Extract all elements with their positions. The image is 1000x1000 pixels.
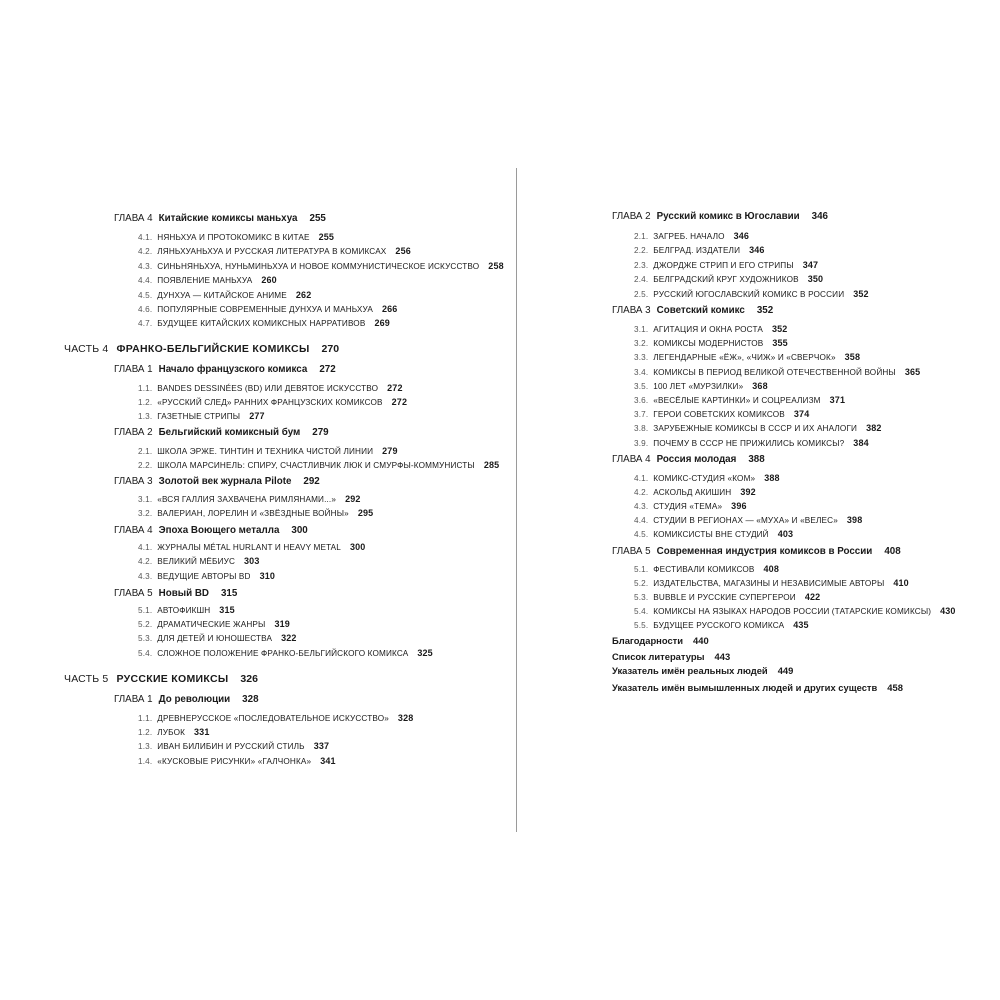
chapter-label: ГЛАВА 5 [612, 546, 651, 557]
section-number: 5.4. [138, 649, 153, 658]
chapter-title: До революции [158, 694, 231, 705]
toc-section-entry[interactable] [138, 554, 260, 569]
section-title: ВАЛЕРИАН, ЛОРЕЛИН И «ЗВЁЗДНЫЕ ВОЙНЫ» [157, 509, 349, 518]
toc-chapter-entry[interactable] [114, 693, 259, 707]
toc-section-entry[interactable] [634, 471, 780, 486]
toc-back-entry[interactable] [612, 681, 903, 695]
toc-section-entry[interactable] [634, 562, 779, 577]
page-number: 325 [417, 648, 433, 658]
chapter-label: ГЛАВА 3 [612, 305, 651, 316]
section-number: 3.9. [634, 439, 649, 448]
section-number: 3.1. [138, 495, 153, 504]
section-title: СЛОЖНОЕ ПОЛОЖЕНИЕ ФРАНКО-БЕЛЬГИЙСКОГО КОМИКСА [157, 649, 409, 658]
section-title: КОМИКС-СТУДИЯ «КОМ» [653, 474, 756, 483]
toc-section-entry[interactable] [634, 604, 956, 619]
page-number: 279 [382, 446, 398, 456]
section-number: 2.5. [634, 290, 649, 299]
section-title: ГАЗЕТНЫЕ СТРИПЫ [157, 412, 241, 421]
chapter-title: Начало французского комикса [158, 364, 308, 375]
chapter-title: Советский комикс [656, 305, 745, 316]
page-number: 256 [395, 246, 411, 256]
section-number: 4.2. [138, 247, 153, 256]
section-title: ГЕРОИ СОВЕТСКИХ КОМИКСОВ [653, 410, 785, 419]
toc-section-entry[interactable] [138, 458, 499, 473]
part-title: ФРАНКО-БЕЛЬГИЙСКИЕ КОМИКСЫ [116, 343, 310, 355]
toc-section-entry[interactable] [634, 258, 818, 273]
page-number: 435 [793, 620, 809, 630]
toc-section-entry[interactable] [634, 407, 809, 422]
section-title: ПОЯВЛЕНИЕ МАНЬХУА [157, 276, 253, 285]
section-title: ИВАН БИЛИБИН И РУССКИЙ СТИЛЬ [157, 742, 305, 751]
page-number: 269 [374, 318, 390, 328]
toc-section-entry[interactable] [634, 576, 909, 591]
page-number: 352 [771, 324, 788, 334]
toc-section-entry[interactable] [634, 499, 747, 514]
section-number: 3.2. [634, 339, 649, 348]
toc-section-entry[interactable] [138, 540, 365, 555]
page-number: 255 [318, 232, 335, 242]
page-number: 315 [219, 605, 235, 615]
section-number: 5.1. [634, 565, 649, 574]
section-title: СТУДИИ В РЕГИОНАХ — «МУХА» И «ВЕЛЕС» [653, 516, 838, 525]
toc-section-entry[interactable] [138, 409, 265, 424]
section-number: 3.4. [634, 368, 649, 377]
page-number: 430 [940, 606, 956, 616]
page-number: 410 [893, 578, 909, 588]
toc-section-entry[interactable] [138, 646, 433, 661]
page-number: 408 [763, 564, 779, 574]
page-number: 319 [274, 619, 290, 629]
section-title: РУССКИЙ ЮГОСЛАВСКИЙ КОМИКС В РОССИИ [653, 290, 845, 299]
chapter-label: ГЛАВА 2 [612, 211, 651, 222]
back-matter-title: Благодарности [612, 635, 684, 646]
toc-section-entry[interactable] [138, 725, 209, 740]
page-number: 368 [752, 381, 768, 391]
section-number: 3.7. [634, 410, 649, 419]
toc-section-entry[interactable] [634, 618, 809, 633]
page-number: 277 [249, 411, 265, 421]
toc-section-entry[interactable] [138, 711, 413, 726]
page-number: 384 [853, 438, 869, 448]
toc-section-entry[interactable] [634, 322, 787, 337]
chapter-label: ГЛАВА 5 [114, 588, 153, 599]
section-title: «ВЕСЁЛЫЕ КАРТИНКИ» И СОЦРЕАЛИЗМ [653, 396, 821, 405]
page-number: 310 [259, 571, 276, 581]
toc-section-entry[interactable] [138, 395, 407, 410]
page-number: 272 [391, 397, 408, 407]
page-number: 300 [291, 525, 308, 536]
back-matter-title: Список литературы [612, 651, 705, 662]
page-number: 388 [748, 454, 765, 465]
chapter-label: ГЛАВА 2 [114, 427, 153, 438]
section-number: 4.3. [138, 262, 153, 271]
section-title: КОМИКСЫ НА ЯЗЫКАХ НАРОДОВ РОССИИ (ТАТАРСКИЕ КОМИКСЫ) [653, 607, 932, 616]
section-title: BUBBLE И РУССКИЕ СУПЕРГЕРОИ [653, 593, 796, 602]
section-number: 1.1. [138, 714, 153, 723]
page-number: 258 [488, 261, 504, 271]
page-number: 458 [887, 682, 903, 693]
part-label: ЧАСТЬ 5 [64, 673, 109, 685]
page-number: 326 [240, 673, 258, 685]
page-number: 358 [844, 352, 861, 362]
toc-part-entry[interactable] [64, 672, 258, 686]
section-number: 2.2. [634, 246, 649, 255]
toc-chapter-entry[interactable] [612, 545, 901, 559]
section-number: 4.6. [138, 305, 153, 314]
section-title: ЛЕГЕНДАРНЫЕ «ЁЖ», «ЧИЖ» И «СВЕРЧОК» [653, 353, 836, 362]
toc-section-entry[interactable] [138, 316, 390, 331]
chapter-label: ГЛАВА 4 [612, 454, 651, 465]
section-number: 5.1. [138, 606, 153, 615]
section-title: БЕЛГРАД. ИЗДАТЕЛИ [653, 246, 741, 255]
section-title: ЛЯНЬХУАНЬХУА И РУССКАЯ ЛИТЕРАТУРА В КОМИКСАХ [157, 247, 387, 256]
section-title: СИНЬНЯНЬХУА, НУНЬМИНЬХУА И НОВОЕ КОММУНИСТИЧЕСКОЕ ИСКУССТВО [157, 262, 480, 271]
section-title: ДУНХУА — КИТАЙСКОЕ АНИМЕ [157, 291, 287, 300]
section-number: 4.7. [138, 319, 153, 328]
page-number: 352 [853, 289, 869, 299]
section-number: 4.5. [634, 530, 649, 539]
page-number: 398 [846, 515, 863, 525]
section-number: 2.3. [634, 261, 649, 270]
toc-section-entry[interactable] [634, 243, 765, 258]
toc-section-entry[interactable] [138, 381, 403, 396]
chapter-label: ГЛАВА 4 [114, 213, 153, 224]
page-number: 408 [884, 546, 901, 557]
toc-section-entry[interactable] [138, 603, 235, 618]
toc-section-entry[interactable] [634, 393, 845, 408]
section-title: ПОПУЛЯРНЫЕ СОВРЕМЕННЫЕ ДУНХУА И МАНЬХУА [157, 305, 373, 314]
section-title: ПОЧЕМУ В СССР НЕ ПРИЖИЛИСЬ КОМИКСЫ? [653, 439, 845, 448]
toc-section-entry[interactable] [138, 569, 275, 584]
section-number: 4.2. [138, 557, 153, 566]
toc-section-entry[interactable] [138, 244, 411, 259]
toc-chapter-entry[interactable] [114, 587, 237, 601]
page-number: 382 [866, 423, 882, 433]
section-number: 5.5. [634, 621, 649, 630]
toc-section-entry[interactable] [634, 527, 793, 542]
toc-section-entry[interactable] [634, 336, 788, 351]
toc-section-entry[interactable] [634, 436, 869, 451]
chapter-label: ГЛАВА 4 [114, 525, 153, 536]
section-number: 3.6. [634, 396, 649, 405]
section-title: ДРАМАТИЧЕСКИЕ ЖАНРЫ [157, 620, 266, 629]
page-number: 262 [295, 290, 312, 300]
section-number: 2.2. [138, 461, 153, 470]
toc-section-entry[interactable] [634, 379, 768, 394]
section-number: 2.1. [138, 447, 153, 456]
section-title: ЛУБОК [157, 728, 186, 737]
page-number: 449 [777, 665, 794, 676]
toc-section-entry[interactable] [138, 302, 397, 317]
page-number: 272 [387, 383, 403, 393]
section-number: 1.3. [138, 742, 153, 751]
section-number: 1.3. [138, 412, 153, 421]
section-title: «ВСЯ ГАЛЛИЯ ЗАХВАЧЕНА РИМЛЯНАМИ...» [157, 495, 337, 504]
page-number: 292 [303, 476, 320, 487]
toc-section-entry[interactable] [138, 739, 329, 754]
section-number: 3.5. [634, 382, 649, 391]
toc-chapter-entry[interactable] [114, 363, 336, 377]
section-title: «КУСКОВЫЕ РИСУНКИ» «ГАЛЧОНКА» [157, 757, 312, 766]
section-title: ЖУРНАЛЫ MÉTAL HURLANT И HEAVY METAL [157, 543, 341, 552]
section-number: 5.3. [138, 634, 153, 643]
page-number: 352 [756, 305, 774, 316]
section-title: КОМИКСЫ МОДЕРНИСТОВ [653, 339, 764, 348]
toc-section-entry[interactable] [138, 754, 336, 769]
section-title: ВЕДУЩИЕ АВТОРЫ BD [157, 572, 251, 581]
section-number: 5.2. [634, 579, 649, 588]
page-number: 255 [309, 213, 326, 224]
toc-section-entry[interactable] [138, 259, 504, 274]
section-title: ШКОЛА ЭРЖЕ. ТИНТИН И ТЕХНИКА ЧИСТОЙ ЛИНИИ [157, 447, 374, 456]
section-title: ДЖОРДЖЕ СТРИП И ЕГО СТРИПЫ [653, 261, 794, 270]
section-title: ФЕСТИВАЛИ КОМИКСОВ [653, 565, 755, 574]
section-number: 2.1. [634, 232, 649, 241]
page-number: 347 [802, 260, 819, 270]
page-number: 350 [807, 274, 824, 284]
toc-section-entry[interactable] [634, 272, 823, 287]
toc-section-entry[interactable] [138, 506, 373, 521]
page-gutter-divider [516, 168, 517, 832]
section-number: 4.3. [634, 502, 649, 511]
page-number: 315 [220, 588, 238, 599]
toc-section-entry[interactable] [634, 421, 882, 436]
section-number: 1.2. [138, 398, 153, 407]
section-number: 1.1. [138, 384, 153, 393]
page-number: 328 [397, 713, 414, 723]
page-number: 341 [320, 756, 336, 766]
section-title: 100 ЛЕТ «МУРЗИЛКИ» [653, 382, 744, 391]
page-number: 322 [281, 633, 297, 643]
section-number: 4.4. [138, 276, 153, 285]
part-title: РУССКИЕ КОМИКСЫ [116, 673, 229, 685]
page-number: 443 [714, 651, 731, 662]
toc-chapter-entry[interactable] [612, 210, 828, 224]
chapter-label: ГЛАВА 1 [114, 694, 153, 705]
section-title: НЯНЬХУА И ПРОТОКОМИКС В КИТАЕ [157, 233, 310, 242]
toc-section-entry[interactable] [634, 485, 756, 500]
page-number: 346 [811, 211, 828, 222]
section-number: 3.3. [634, 353, 649, 362]
toc-chapter-entry[interactable] [114, 426, 329, 440]
toc-section-entry[interactable] [138, 273, 277, 288]
toc-back-entry[interactable] [612, 664, 793, 678]
page-number: 337 [313, 741, 330, 751]
toc-back-entry[interactable] [612, 650, 730, 664]
chapter-title: Современная индустрия комиксов в России [656, 546, 873, 557]
page-number: 270 [321, 343, 340, 355]
chapter-label: ГЛАВА 1 [114, 364, 153, 375]
section-number: 4.2. [634, 488, 649, 497]
section-title: «РУССКИЙ СЛЕД» РАННИХ ФРАНЦУЗСКИХ КОМИКСОВ [157, 398, 383, 407]
section-title: ВЕЛИКИЙ МЁБИУС [157, 557, 236, 566]
chapter-title: Русский комикс в Югославии [656, 211, 800, 222]
section-title: КОМИКСЫ В ПЕРИОД ВЕЛИКОЙ ОТЕЧЕСТВЕННОЙ ВОЙНЫ [653, 368, 896, 377]
section-title: БУДУЩЕЕ РУССКОГО КОМИКСА [653, 621, 785, 630]
toc-section-entry[interactable] [634, 590, 820, 605]
toc-chapter-entry[interactable] [612, 453, 765, 467]
toc-section-entry[interactable] [138, 444, 398, 459]
page-number: 300 [349, 542, 366, 552]
page-number: 279 [312, 427, 329, 438]
toc-chapter-entry[interactable] [612, 304, 773, 318]
section-number: 1.2. [138, 728, 153, 737]
section-title: БУДУЩЕЕ КИТАЙСКИХ КОМИКСНЫХ НАРРАТИВОВ [157, 319, 366, 328]
section-number: 5.3. [634, 593, 649, 602]
section-title: КОМИКСИСТЫ ВНЕ СТУДИЙ [653, 530, 769, 539]
section-number: 4.4. [634, 516, 649, 525]
toc-section-entry[interactable] [634, 350, 860, 365]
page-number: 303 [244, 556, 260, 566]
toc-section-entry[interactable] [138, 631, 297, 646]
section-number: 4.5. [138, 291, 153, 300]
chapter-title: Эпоха Воющего металла [158, 525, 280, 536]
toc-section-entry[interactable] [634, 287, 869, 302]
section-title: АВТОФИКШН [157, 606, 211, 615]
section-number: 4.1. [634, 474, 649, 483]
chapter-title: Бельгийский комиксный бум [158, 427, 301, 438]
section-number: 1.4. [138, 757, 153, 766]
section-number: 5.4. [634, 607, 649, 616]
page-number: 396 [731, 501, 747, 511]
page-number: 285 [483, 460, 500, 470]
toc-chapter-entry[interactable] [114, 475, 320, 489]
right-page [520, 0, 1000, 1000]
section-title: ИЗДАТЕЛЬСТВА, МАГАЗИНЫ И НЕЗАВИСИМЫЕ АВТОРЫ [653, 579, 885, 588]
section-title: БЕЛГРАДСКИЙ КРУГ ХУДОЖНИКОВ [653, 275, 799, 284]
chapter-label: ГЛАВА 3 [114, 476, 153, 487]
page-number: 346 [733, 231, 750, 241]
section-title: АГИТАЦИЯ И ОКНА РОСТА [653, 325, 763, 334]
section-title: ЗАРУБЕЖНЫЕ КОМИКСЫ В СССР И ИХ АНАЛОГИ [653, 424, 858, 433]
page-number: 272 [319, 364, 336, 375]
section-number: 4.1. [138, 543, 153, 552]
page-number: 388 [764, 473, 780, 483]
back-matter-title: Указатель имён вымышленных людей и других существ [612, 682, 878, 693]
toc-section-entry[interactable] [634, 513, 862, 528]
section-title: ШКОЛА МАРСИНЕЛЬ: СПИРУ, СЧАСТЛИВЧИК ЛЮК И СМУРФЫ-КОММУНИСТЫ [157, 461, 475, 470]
chapter-title: Россия молодая [656, 454, 737, 465]
section-number: 3.1. [634, 325, 649, 334]
section-title: BANDES DESSINÉES (BD) ИЛИ ДЕВЯТОЕ ИСКУССТВО [157, 384, 379, 393]
toc-part-entry[interactable] [64, 342, 339, 356]
part-label: ЧАСТЬ 4 [64, 343, 109, 355]
page-number: 403 [777, 529, 794, 539]
page-number: 422 [804, 592, 821, 602]
section-number: 5.2. [138, 620, 153, 629]
section-number: 4.3. [138, 572, 153, 581]
page-number: 440 [693, 635, 709, 646]
toc-chapter-entry[interactable] [114, 212, 326, 226]
page-number: 365 [904, 367, 921, 377]
page-number: 295 [357, 508, 374, 518]
toc-section-entry[interactable] [634, 229, 749, 244]
section-title: ДЛЯ ДЕТЕЙ И ЮНОШЕСТВА [157, 634, 273, 643]
page-number: 331 [194, 727, 210, 737]
page-number: 355 [772, 338, 788, 348]
page-number: 260 [261, 275, 277, 285]
section-number: 3.2. [138, 509, 153, 518]
page-number: 328 [242, 694, 259, 705]
page-number: 266 [381, 304, 398, 314]
page-number: 374 [793, 409, 810, 419]
chapter-title: Китайские комиксы маньхуа [158, 213, 298, 224]
section-title: ЗАГРЕБ. НАЧАЛО [653, 232, 725, 241]
toc-section-entry[interactable] [138, 288, 311, 303]
page-number: 346 [749, 245, 765, 255]
page-number: 392 [740, 487, 756, 497]
section-number: 3.8. [634, 424, 649, 433]
back-matter-title: Указатель имён реальных людей [612, 665, 768, 676]
toc-section-entry[interactable] [138, 492, 361, 507]
section-title: ДРЕВНЕРУССКОЕ «ПОСЛЕДОВАТЕЛЬНОЕ ИСКУССТВО» [157, 714, 389, 723]
page-number: 292 [345, 494, 361, 504]
toc-section-entry[interactable] [138, 230, 334, 245]
section-number: 4.1. [138, 233, 153, 242]
toc-chapter-entry[interactable] [114, 524, 308, 538]
page-number: 371 [829, 395, 846, 405]
section-title: СТУДИЯ «ТЕМА» [653, 502, 723, 511]
toc-section-entry[interactable] [138, 617, 290, 632]
section-number: 2.4. [634, 275, 649, 284]
toc-back-entry[interactable] [612, 634, 709, 648]
chapter-title: Новый BD [158, 588, 209, 599]
chapter-title: Золотой век журнала Pilote [158, 476, 292, 487]
toc-section-entry[interactable] [634, 365, 920, 380]
section-title: АСКОЛЬД АКИШИН [653, 488, 732, 497]
